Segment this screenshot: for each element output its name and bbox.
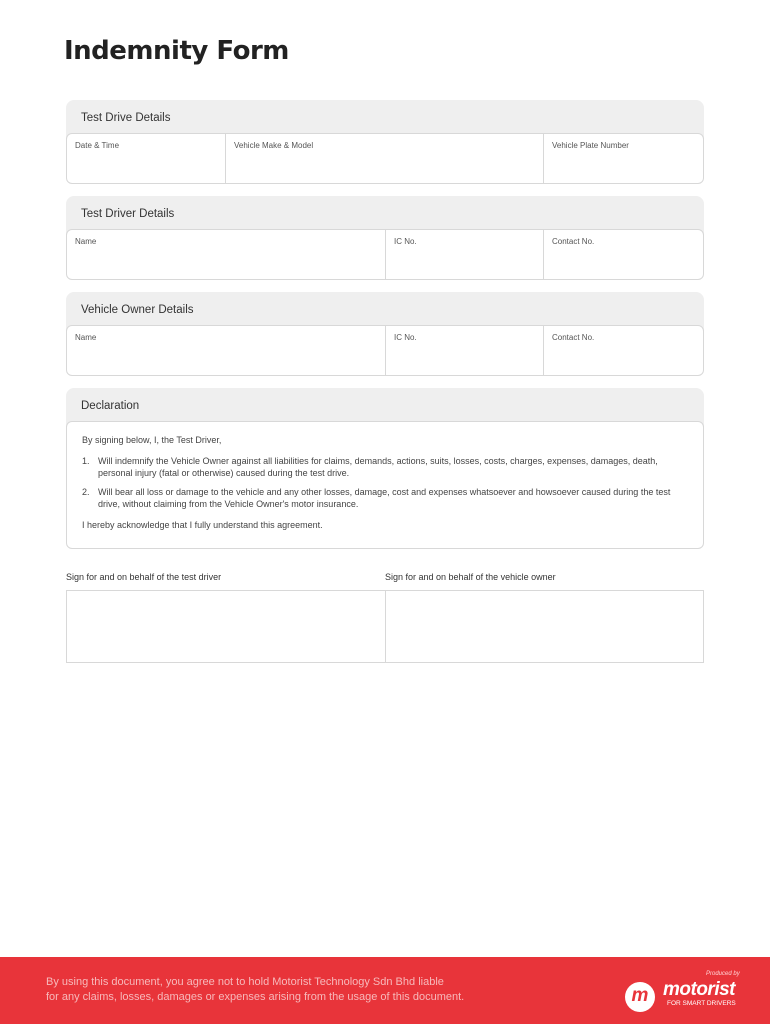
declaration-intro: By signing below, I, the Test Driver,	[82, 435, 222, 445]
disclaimer-line: By using this document, you agree not to hold Motorist Technology Sdn Bhd liable	[46, 976, 444, 988]
fields-row	[66, 325, 704, 376]
declaration-section	[66, 388, 704, 549]
signature-area	[66, 590, 704, 663]
produced-by-label: Produced by	[706, 971, 740, 977]
page-title: Indemnity Form	[64, 36, 289, 66]
declaration-acknowledgement: I hereby acknowledge that I fully understand this agreement.	[82, 520, 323, 530]
disclaimer-line: for any claims, losses, damages or expenses arising from the usage of this document.	[46, 991, 465, 1003]
driver-contact-field[interactable]: Contact No.	[552, 237, 595, 246]
section-header: Vehicle Owner Details	[81, 304, 194, 316]
declaration-body	[66, 421, 704, 549]
owner-name-field[interactable]: Name	[67, 326, 386, 375]
driver-signature-box[interactable]	[67, 591, 386, 662]
motorist-brand: motorist	[663, 979, 735, 1000]
driver-signature-label: Sign for and on behalf of the test driver	[66, 572, 222, 582]
item-number: 2.	[82, 487, 90, 497]
brand-tagline: FOR SMART DRIVERS	[667, 1000, 736, 1007]
item-text: Will indemnify the Vehicle Owner against all liabilities for claims, demands, actions, suits, losses, costs, charges, expenses, damages, death, personal injury (fatal or otherwise) caused during the test drive.	[98, 456, 658, 478]
fields-row	[66, 229, 704, 280]
owner-ic-field[interactable]: IC No.	[386, 326, 544, 375]
vehicle-plate-number-field[interactable]: Vehicle Plate Number	[552, 141, 629, 150]
list-item	[82, 455, 688, 479]
item-number: 1.	[82, 456, 90, 466]
motorist-logo-icon: m	[625, 982, 655, 1012]
item-text: Will bear all loss or damage to the vehicle and any other losses, damage, cost and expenses whatsoever and howsoever caused during the test drive, without claiming from the Vehicle Owner's motor insurance.	[98, 487, 671, 509]
test-driver-details-section	[66, 196, 704, 280]
owner-contact-field[interactable]: Contact No.	[552, 333, 595, 342]
driver-name-field[interactable]: Name	[67, 230, 386, 279]
fields-row	[66, 133, 704, 184]
date-time-field[interactable]: Date & Time	[67, 134, 226, 183]
disclaimer	[46, 975, 464, 1005]
driver-ic-field[interactable]: IC No.	[386, 230, 544, 279]
vehicle-owner-details-section	[66, 292, 704, 376]
section-header: Declaration	[81, 400, 140, 412]
declaration-list	[82, 455, 688, 510]
owner-signature-box[interactable]	[386, 591, 704, 662]
owner-signature-label: Sign for and on behalf of the vehicle owner	[385, 572, 556, 582]
section-header: Test Drive Details	[81, 112, 171, 124]
list-item	[82, 486, 688, 510]
vehicle-make-model-field[interactable]: Vehicle Make & Model	[226, 134, 544, 183]
section-header: Test Driver Details	[81, 208, 175, 220]
test-drive-details-section	[66, 100, 704, 184]
footer-banner	[0, 957, 770, 1024]
